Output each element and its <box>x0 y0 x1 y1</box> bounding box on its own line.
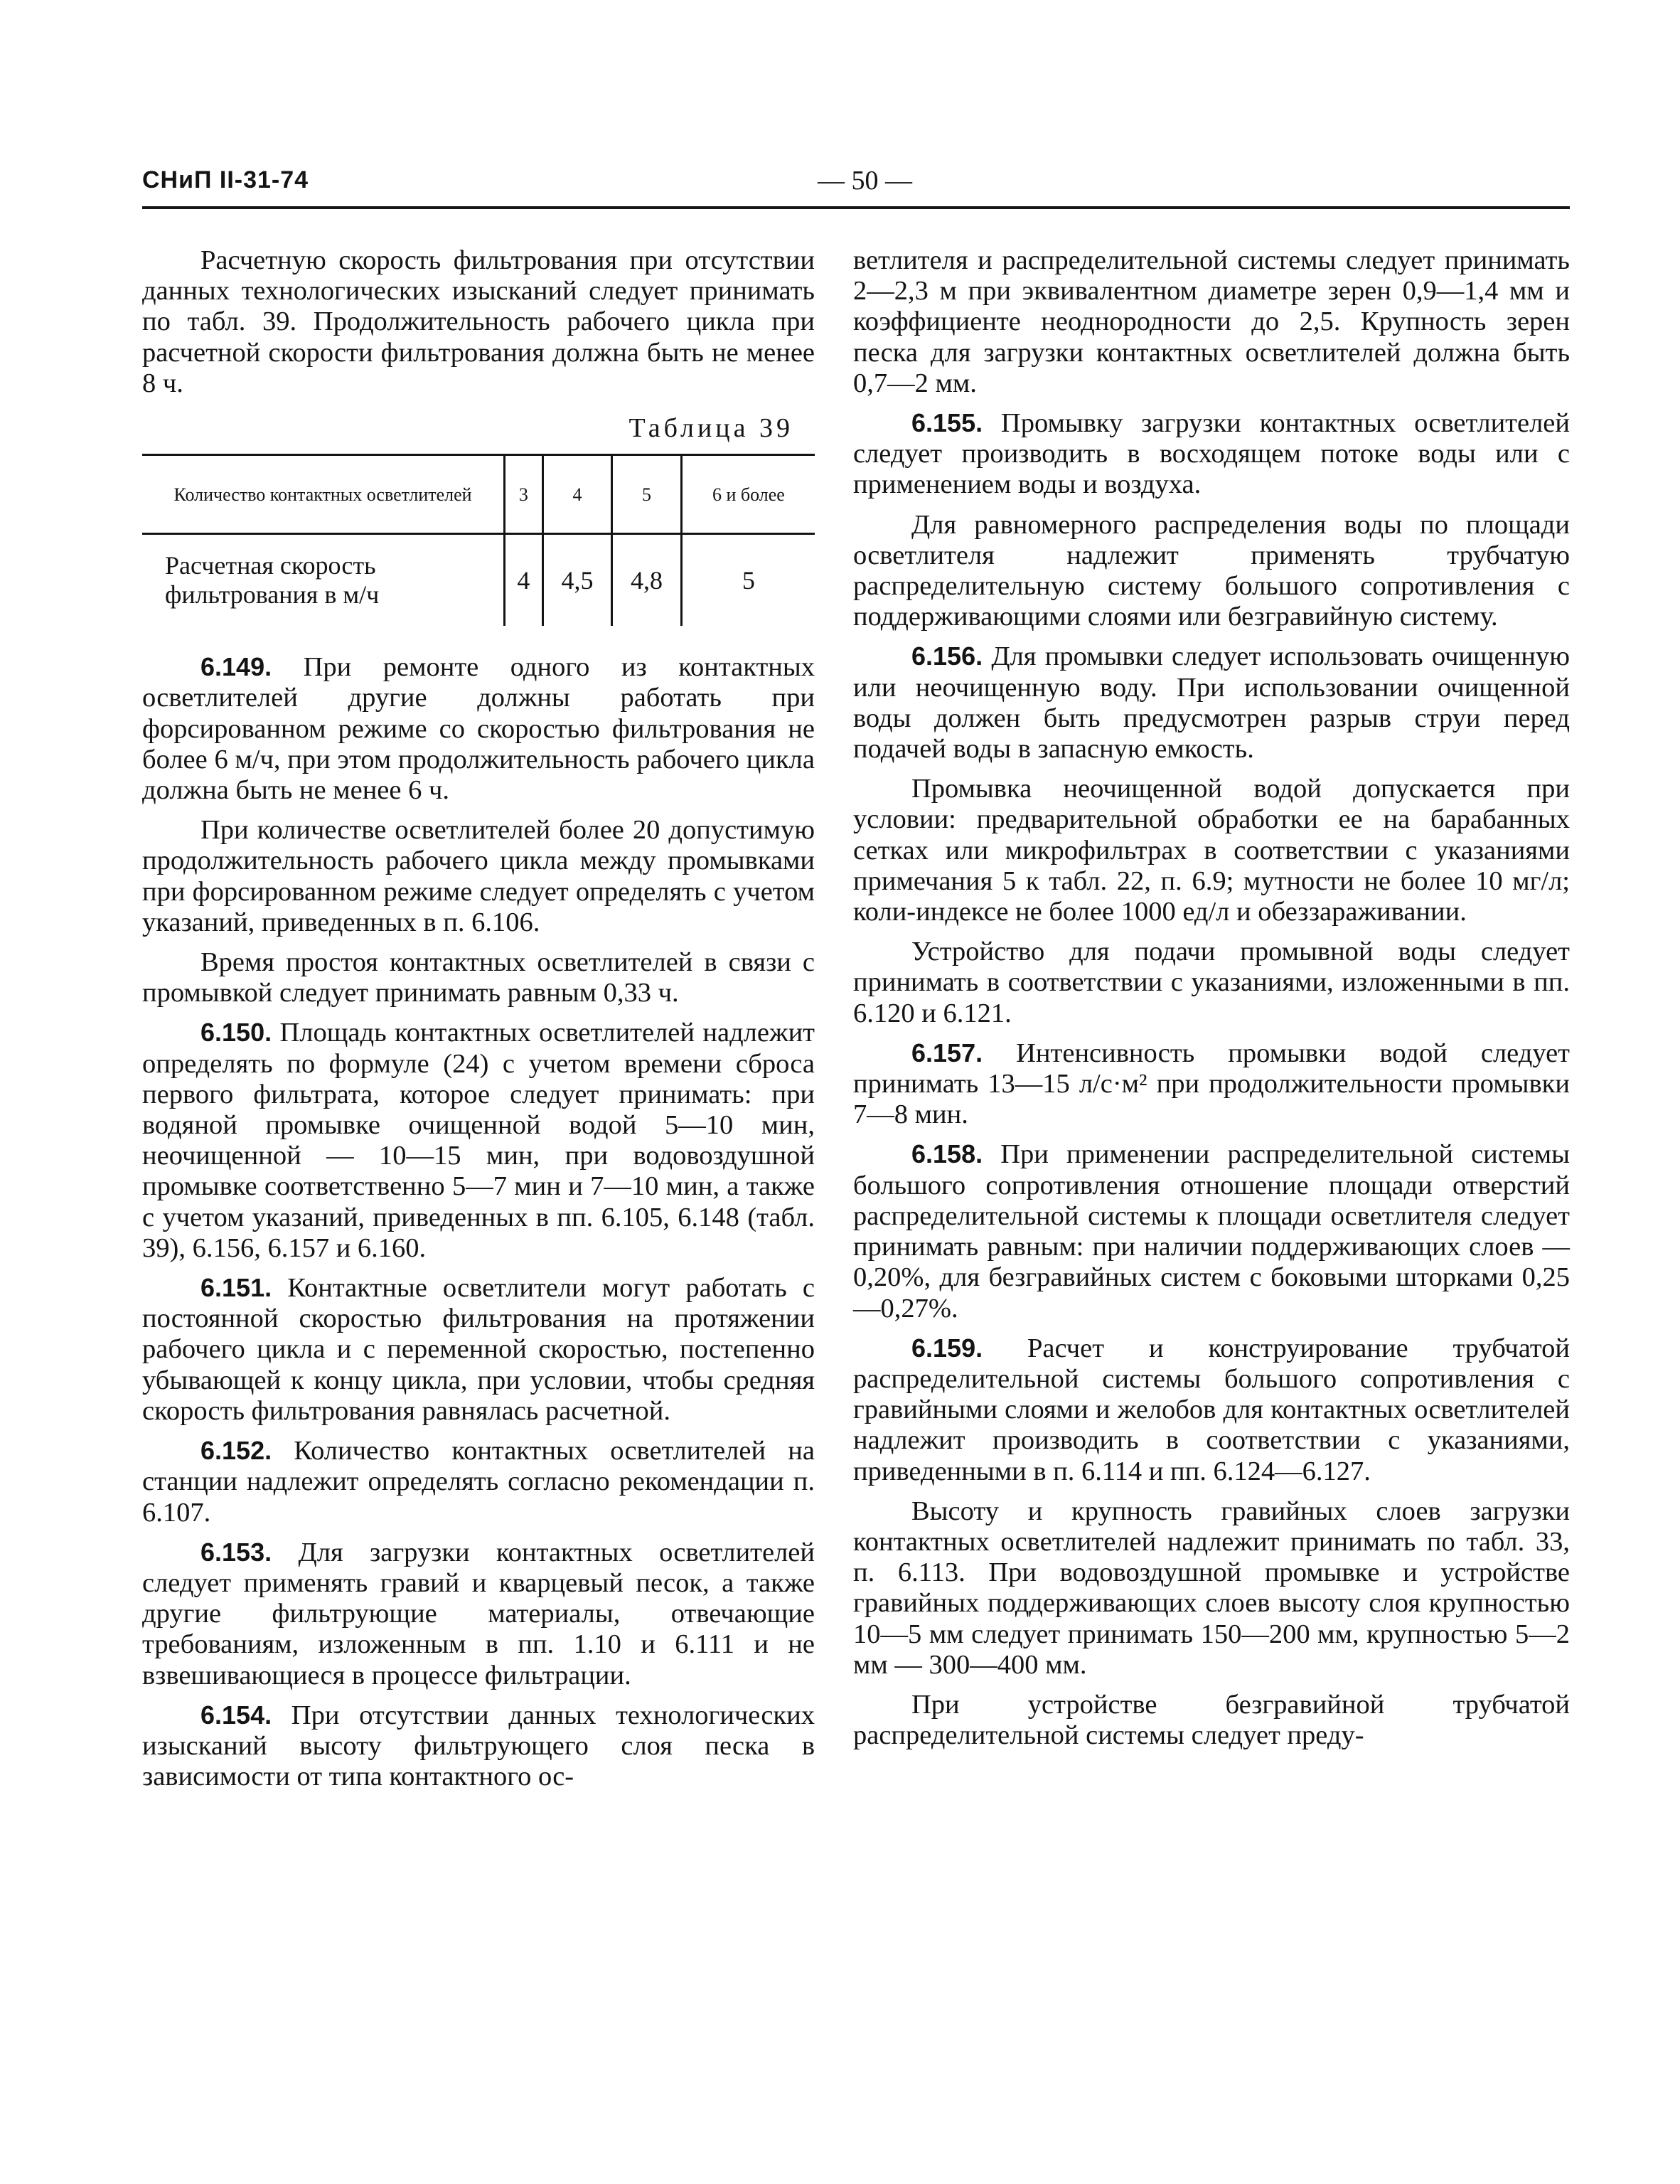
paragraph: 6.154. При отсутствии данных технологических изысканий высоту фильтрующего слоя песка в зависимости от типа контактного ос- <box>142 1700 815 1792</box>
table-header-cell: Количество контактных осветлителей <box>173 484 472 505</box>
table-row <box>142 534 815 627</box>
table-cell: 4,5 <box>542 534 612 627</box>
paragraph: 6.150. Площадь контактных осветлителей надлежит определять по формуле (24) с учетом времени сброса первого фильтрата, которое следует принимать: при водяной промывке очищенной водой 5—10 мин, неочищенной — 10—15 мин, при водовоздушной промывке соответственно 5—7 мин и 7—10 мин, а также с учетом указаний, приведенных в пп. 6.105, 6.148 (табл. 39), 6.156, 6.157 и 6.160. <box>142 1018 815 1263</box>
paragraph: 6.156. Для промывки следует использовать очищенную или неочищенную воду. При использовании очищенной воды должен быть предусмотрен разрыв струи перед подачей воды в запасную емкость. <box>853 641 1570 765</box>
paragraph: ветлителя и распределительной системы следует принимать 2—2,3 м при эквивалентном диаметре зерен 0,9—1,4 мм и коэффициенте неоднородности до 2,5. Крупность зерен песка для загрузки контактных осветлителей должна быть 0,7—2 мм. <box>853 245 1570 398</box>
page-header <box>142 162 1570 205</box>
table-cell: 4 <box>505 534 543 627</box>
paragraph: 6.155. Промывку загрузки контактных осветлителей следует производить в восходящем потоке воды или с применением воды и воздуха. <box>853 408 1570 500</box>
table-39 <box>142 454 815 626</box>
paragraph: 6.157. Интенсивность промывки водой следует принимать 13—15 л/с·м² при продолжительности промывки 7—8 мин. <box>853 1038 1570 1130</box>
table-39-caption: Таблица 39 <box>628 413 793 444</box>
paragraph: При количестве осветлителей более 20 допустимую продолжительность рабочего цикла между промывками при форсированном режиме следует определять с учетом указаний, приведенных в п. 6.106. <box>142 815 815 937</box>
table-header-cell: 5 <box>612 455 682 534</box>
paragraph: Время простоя контактных осветлителей в связи с промывкой следует принимать равным 0,33 ч. <box>142 947 815 1008</box>
table-header-cell: 4 <box>542 455 612 534</box>
table-header-cell: 6 и более <box>681 455 815 534</box>
paragraph: Расчетную скорость фильтрования при отсутствии данных технологических изысканий следует принимать по табл. 39. Продолжительность рабочего цикла при расчетной скорости фильтрования должна быть не менее 8 ч. <box>142 245 815 398</box>
table-header-cell: 3 <box>505 455 543 534</box>
paragraph: Устройство для подачи промывной воды следует принимать в соответствии с указаниями, изложенными в пп. 6.120 и 6.121. <box>853 937 1570 1028</box>
paragraph: 6.153. Для загрузки контактных осветлителей следует применять гравий и кварцевый песок, а также другие фильтрующие материалы, отвечающие требованиям, изложенным в пп. 1.10 и 6.111 и не взвешивающиеся в процессе фильтрации. <box>142 1537 815 1690</box>
paragraph: Промывка неочищенной водой допускается при условии: предварительной обработки ее на барабанных сетках или микрофильтрах в соответствии с указаниями примечания 5 к табл. 22, п. 6.9; мутности не более 10 мг/л; коли-индексе не более 1000 ед/л и обеззараживании. <box>853 774 1570 927</box>
paragraph: 6.151. Контактные осветлители могут работать с постоянной скоростью фильтрования на протяжении рабочего цикла и с переменной скоростью, постепенно убывающей к концу цикла, при условии, чтобы средняя скорость фильтрования равнялась расчетной. <box>142 1273 815 1426</box>
table-cell: 4,8 <box>612 534 682 627</box>
paragraph: 6.152. Количество контактных осветлителей на станции надлежит определять согласно рекомендации п. 6.107. <box>142 1436 815 1528</box>
paragraph: Высоту и крупность гравийных слоев загрузки контактных осветлителей надлежит принимать по табл. 33, п. 6.113. При водовоздушной промывке и устройстве гравийных поддерживающих слоев высоту слоя крупностью 10—5 мм следует принимать 150—200 мм, крупностью 5—2 мм — 300—400 мм. <box>853 1496 1570 1680</box>
header-rule <box>142 206 1570 209</box>
document-code: СНиП II-31-74 <box>142 166 309 193</box>
paragraph: Для равномерного распределения воды по площади осветлителя надлежит применять трубчатую распределительную систему большого сопротивления с поддерживающими слоями или безгравийную систему. <box>853 509 1570 632</box>
table-header-row <box>142 455 815 534</box>
paragraph: 6.149. При ремонте одного из контактных осветлителей другие должны работать при форсированном режиме со скоростью фильтрования не более 6 м/ч, при этом продолжительность рабочего цикла должна быть не менее 6 ч. <box>142 652 815 806</box>
right-column <box>853 245 1570 1759</box>
paragraph: 6.158. При применении распределительной системы большого сопротивления отношение площади отверстий распределительной системы к площади осветлителя следует принимать равным: при наличии поддерживающих слоев — 0,20%, для безгравийных систем с боковыми шторками 0,25—0,27%. <box>853 1139 1570 1323</box>
page-number: — 50 — <box>818 166 912 196</box>
left-column <box>142 245 815 1801</box>
paragraph: При устройстве безгравийной трубчатой распределительной системы следует преду- <box>853 1689 1570 1751</box>
table-cell: 5 <box>681 534 815 627</box>
paragraph: 6.159. Расчет и конструирование трубчатой распределительной системы большого сопротивления с гравийными слоями и желобов для контактных осветлителей надлежит производить в соответствии с указаниями, приведенными в п. 6.114 и пп. 6.124—6.127. <box>853 1333 1570 1486</box>
table-cell: Расчетная скорость фильтрования в м/ч <box>165 551 380 609</box>
